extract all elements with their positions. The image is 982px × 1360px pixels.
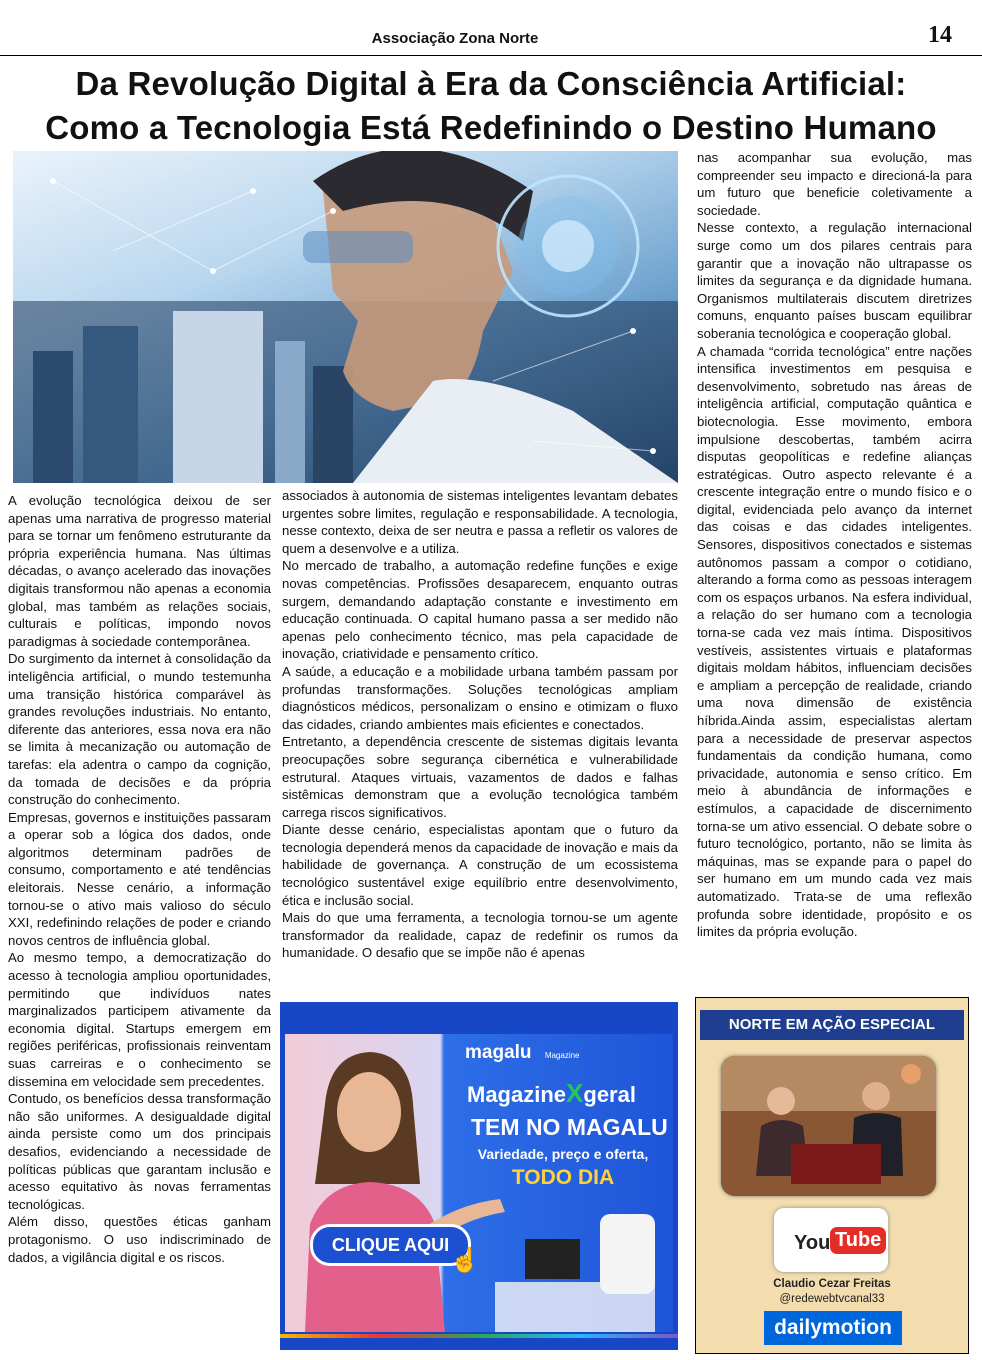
paragraph: Mais do que uma ferramenta, a tecnologia tornou-se um agente transformador da realidade, capaz de redefinir os rumos da humanidade. O desafio que se impõe não é apenas: [282, 910, 678, 961]
hero-illustration: [13, 151, 678, 483]
ad-headline: TEM NO MAGALU: [471, 1114, 668, 1140]
magalu-logo-text: magalu: [465, 1042, 532, 1063]
store-name-b: geral: [583, 1082, 636, 1107]
magalu-ad-banner: [285, 1034, 673, 1332]
presenters-photo-illustration: [721, 1056, 936, 1196]
page-number: 14: [928, 22, 952, 48]
hero-image: [13, 151, 678, 483]
article-column-1: [8, 492, 271, 1266]
channel-handle: @redewebtvcanal33: [779, 1293, 885, 1305]
paragraph: No mercado de trabalho, a automação redefine funções e exige novas competências. Profissões desaparecem, enquanto outras surgem, demandando adaptação constante e investimento em educação continuada. O capital humano passa a ser medido não apenas pelo conhecimento técnico, mas pela capacidade de inovação, criatividade e pensamento crítico.: [282, 558, 678, 662]
x-icon: X: [566, 1078, 584, 1108]
youtube-logo-button[interactable]: [774, 1208, 888, 1272]
panel-photo: [721, 1056, 936, 1196]
paragraph: Empresas, governos e instituições passaram a operar sob a lógica dos dados, onde algoritmos determinam padrões de consumo, comportamento e até tendências eleitorais. Nesse cenário, a informação tornou-se o ativo mais valioso do século XXI, redefinindo relações de poder e criando novos centros de influência global.: [8, 809, 271, 948]
norte-em-acao-panel: [695, 997, 969, 1354]
paragraph: Nesse contexto, a regulação internacional surge como um dos pilares centrais para garantir que a inovação não ultrapasse os limites da segurança e da dignidade humana. Organismos multilaterais discutem diretrizes comuns, enquanto países buscam equilibrar soberania tecnológica e cooperação global.: [697, 220, 972, 341]
article-column-3: [697, 149, 972, 941]
paragraph: Contudo, os benefícios dessa transformação não são uniformes. A desigualdade digital ainda persiste como um dos principais desafios, evidenciando a necessidade de políticas públicas que garantam inclusão e acesso equitativo às novas ferramentas tecnológicas.: [8, 1091, 271, 1212]
magalu-logo-sub: Magazine: [544, 1051, 580, 1060]
paragraph: Ao mesmo tempo, a democratização do acesso à tecnologia ampliou oportunidades, permitindo que indivíduos nates marginalizados participem ativamente da economia digital. Startups emergem em regiões periféricas, profissionais reinventam suas carreiras e o conhecimento se dissemina em velocidade sem precedentes.: [8, 950, 271, 1089]
header-divider: [0, 55, 982, 56]
youtube-tube: Tube: [830, 1227, 886, 1254]
ad-subline: Variedade, preço e oferta,: [477, 1146, 649, 1162]
presenter-name: Claudio Cezar Freitas: [773, 1278, 891, 1290]
ad-color-stripe: [280, 1334, 678, 1338]
panel-title: NORTE EM AÇÃO ESPECIAL: [700, 1010, 964, 1040]
paragraph: nas acompanhar sua evolução, mas compreender seu impacto e direcioná-la para um futuro que beneficie coletivamente a sociedade.: [697, 150, 972, 218]
hand-pointer-icon: ☝: [450, 1247, 480, 1274]
article-column-2: [282, 487, 678, 962]
paragraph: A saúde, a educação e a mobilidade urbana também passam por profundas transformações. Soluções tecnológicas ampliam diagnósticos médicos, personalizam o ensino e otimizam o fluxo das cidades, criando ambientes mais eficientes e conectados.: [282, 663, 678, 732]
dailymotion-logo-button[interactable]: dailymotion: [764, 1311, 902, 1345]
paragraph: Diante desse cenário, especialistas apontam que o futuro da tecnologia dependerá menos da capacidade de inovação e mais da habilidade de governança. A construção de um ecossistema tecnológico sustentável exige equilíbrio entre desenvolvimento, ética e inclusão social.: [282, 822, 678, 908]
paragraph: A evolução tecnológica deixou de ser apenas uma narrativa de progresso material para se tornar um fenômeno estruturante da própria experiência humana. Nas últimas décadas, o avanço acelerado das inovações digitais transformou não apenas a economia global, mas também as relações sociais, culturais e políticas, impondo novos paradigmas à sociedade contemporânea.: [8, 493, 271, 649]
paragraph: associados à autonomia de sistemas inteligentes levantam debates urgentes sobre limites, regulação e responsabilidade. A tecnologia, nesse contexto, deixa de ser neutra e passa a refletir os valores de quem a desenvolve e a utiliza.: [282, 488, 678, 556]
ad-tagline: TODO DIA: [511, 1166, 615, 1189]
article-title: [0, 62, 982, 150]
paragraph: Entretanto, a dependência crescente de sistemas digitais levanta preocupações sobre segurança cibernética e vulnerabilidade estrutural. Ataques virtuais, vazamentos de dados e falhas sistêmicas demonstram que a evolução tecnológica também carrega riscos significativos.: [282, 734, 678, 820]
article-title-line-2: Como a Tecnologia Está Redefinindo o Destino Humano: [45, 109, 937, 146]
paragraph: A chamada “corrida tecnológica” entre nações intensifica investimentos em pesquisa e desenvolvimento, sobretudo nas áreas de inteligência artificial, computação quântica e biotecnologia. Esse movimento, embora impulsione descobertas, também acirra disputas geopolíticas e redefine alianças estratégicas. Outro aspecto relevante é a crescente integração entre o mundo físico e o digital, evidenciada pelo avanço da internet das coisas e das cidades inteligentes. Sensores, dispositivos conectados e sistemas autônomos passam a compor o cotidiano, alterando a forma como as pessoas interagem com os espaços urbanos. Na esfera individual, a relação do ser humano com a tecnologia torna-se cada vez mais íntima. Dispositivos vestíveis, assistentes virtuais e plataformas digitais moldam hábitos, influenciam decisões e ampliam a percepção de realidade, criando uma nova dimensão de existência híbrida.Ainda assim, especialistas alertam para a necessidade de preservar aspectos fundamentais da condição humana, como privacidade, autonomia e senso crítico. Em meio à abundância de informações e estímulos, a capacidade de discernimento torna-se um ativo essencial. O debate sobre o futuro tecnológico, portanto, não se limita às máquinas, mas se expande para o papel do ser humano em um mundo cada vez mais automatizado. Trata-se de uma reflexão profunda sobre identidade, propósito e os limites da própria evolução.: [697, 343, 972, 940]
publication-name: Associação Zona Norte: [371, 30, 539, 47]
magazine-x-geral: [467, 1078, 636, 1109]
article-title-line-1: Da Revolução Digital à Era da Consciência Artificial:: [75, 65, 907, 102]
youtube-word: You: [794, 1232, 831, 1254]
paragraph: Além disso, questões éticas ganham protagonismo. O uso indiscriminado de dados, a vigilância digital e os riscos.: [8, 1214, 271, 1265]
clique-aqui-button[interactable]: CLIQUE AQUI: [310, 1224, 471, 1266]
magalu-ad[interactable]: [280, 1002, 678, 1350]
paragraph: Do surgimento da internet à consolidação da inteligência artificial, o mundo testemunha uma transição histórica comparável às grandes revoluções industriais. No entanto, diferente das anteriores, essa nova era não se limita à mecanização ou automação de tarefas: ela adentra o campo da cognição, da tomada de decisões e da própria construção do conhecimento.: [8, 651, 271, 808]
magalu-logo: [465, 1042, 580, 1064]
store-name-a: Magazine: [467, 1082, 567, 1107]
